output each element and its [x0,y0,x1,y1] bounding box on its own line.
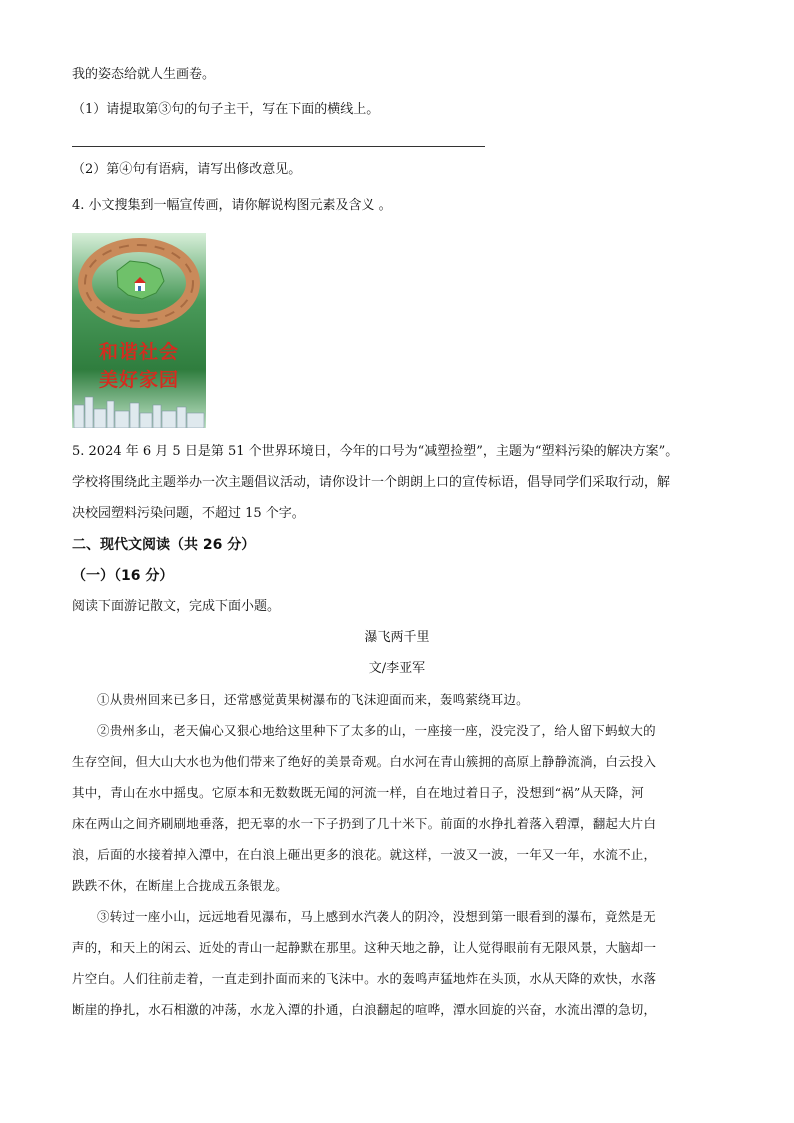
question-5-line-2: 学校将围绕此主题举办一次主题倡议活动，请你设计一个朗朗上口的宣传标语，倡导同学们采取行动，解 [72,475,671,490]
text-line: 我的姿态给就人生画卷。 [72,67,216,82]
paragraph-2-line: ②贵州多山，老天偏心又狠心地给这里种下了太多的山，一座接一座，没完没了，给人留下蚂蚁大的 [97,723,656,738]
subsection-heading: （一）（16 分） [72,568,174,584]
paragraph-1: ①从贵州回来已多日，还常感觉黄果树瀑布的飞沫迎面而来，轰鸣萦绕耳边。 [97,692,529,707]
essay-title: 瀑飞两千里 [364,630,430,645]
question-2: （2）第④句有语病，请写出修改意见。 [72,162,302,177]
paragraph-2-line: 其中，青山在水中摇曳。它原本和无数数既无闻的河流一样，自在地过着日子，没想到“祸”从天降，河 [72,785,644,800]
paragraph-3-line: 声的，和天上的闲云、近处的青山一起静默在那里。这种天地之静，让人觉得眼前有无限风景，大脑却一 [72,940,657,955]
poster-slogan-line-1: 和谐社会 [98,341,179,363]
question-4: 4. 小文搜集到一幅宣传画，请你解说构图元素及含义 。 [72,198,392,213]
reading-instruction: 阅读下面游记散文，完成下面小题。 [72,599,281,614]
paragraph-3-line: ③转过一座小山，远远地看见瀑布，马上感到水汽袭人的阴冷，没想到第一眼看到的瀑布，竟然是无 [97,909,656,924]
propaganda-poster-image [72,233,206,428]
answer-line[interactable] [72,146,485,147]
poster-illustration [72,233,206,428]
paragraph-2-line: 生存空间，但大山大水也为他们带来了绝好的美景奇观。白水河在青山簇拥的高原上静静流淌，白云投入 [72,754,657,769]
paragraph-3-line: 片空白。人们往前走着，一直走到扑面而来的飞沫中。水的轰鸣声猛地炸在头顶，水从天降的欢快，水落 [72,971,657,986]
question-5-line-1: 5. 2024 年 6 月 5 日是第 51 个世界环境日，今年的口号为“减塑捡塑”，主题为“塑料污染的解决方案”。 [72,444,679,459]
paragraph-3-line: 断崖的挣扎，水石相激的冲荡，水龙入潭的扑通，白浪翻起的喧哗，潭水回旋的兴奋，水流出潭的急切， [72,1002,657,1017]
section-heading: 二、现代文阅读（共 26 分） [72,537,256,553]
poster-slogan-line-2: 美好家园 [98,369,179,391]
paragraph-2-line: 床在两山之间齐刷刷地垂落，把无辜的水一下子扔到了几十米下。前面的水挣扎着落入碧潭，翻起大片白 [72,816,657,831]
paragraph-2-line: 跌跌不休，在断崖上合拢成五条银龙。 [72,878,288,893]
question-1: （1）请提取第③句的句子主干，写在下面的横线上。 [72,102,380,117]
question-5-line-3: 决校园塑料污染问题，不超过 15 个字。 [72,506,305,521]
essay-author: 文/李亚军 [368,661,426,676]
paragraph-2-line: 浪，后面的水接着掉入潭中，在白浪上砸出更多的浪花。就这样，一波又一波，一年又一年，水流不止， [72,847,657,862]
